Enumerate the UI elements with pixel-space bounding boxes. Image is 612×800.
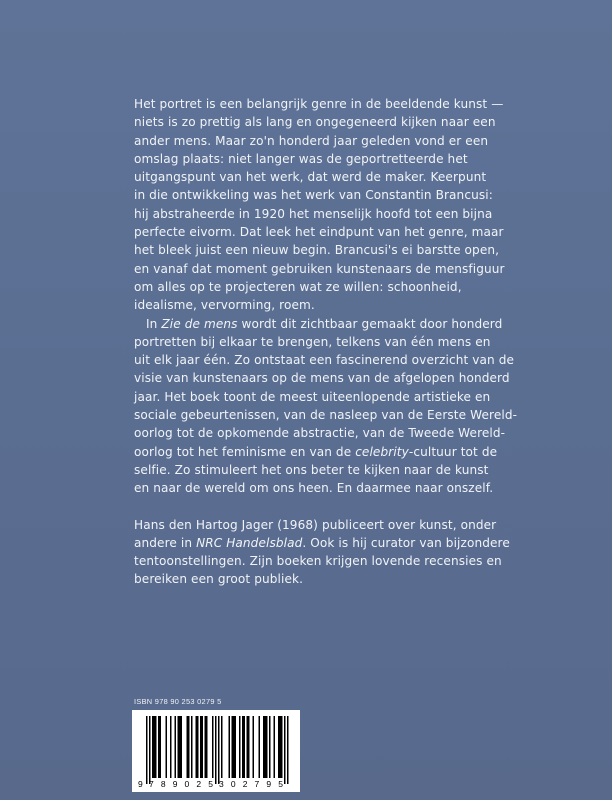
barcode [132,710,300,792]
blurb-paragraph-2 [134,315,534,498]
barcode-first-digit: 9 [138,779,143,789]
barcode-bar [269,716,271,778]
barcode-bar [215,716,217,784]
barcode-bar [232,716,234,778]
book-title: Zie de mens [161,316,238,331]
text-line: bereiken een groot publiek. [134,572,304,587]
barcode-bar [280,716,282,778]
barcode-bar [221,716,223,778]
text-line: oorlog tot de opkomende abstractie, van de Tweede Wereld- [134,426,506,441]
text-line: hij abstraheerde in 1920 het menselijk hoofd tot een bijna [134,206,493,221]
barcode-bars [146,716,289,784]
text-line: omslag plaats: niet langer was de geportretteerde het [134,151,468,166]
barcode-bar [263,716,265,778]
barcode-bar [284,716,286,784]
text-line: tentoonstellingen. Zijn boeken krijgen lovende recensies en [134,554,502,569]
barcode-bar [181,716,183,778]
text-line: en naar de wereld om ons heen. En daarmee naar onszelf. [134,481,494,496]
text-line: portretten bij elkaar te brengen, telkens van één mens en [134,334,491,349]
barcode-bar [235,716,237,778]
text-line: in die ontwikkeling was het werk van Constantin Brancusi: [134,188,493,203]
barcode-bar [160,716,162,778]
emphasis-word: celebrity [355,444,409,459]
text-line: Het portret is een belangrijk genre in de beeldende kunst — [134,97,504,111]
barcode-bar [149,716,151,784]
blurb-text [134,95,534,589]
barcode-bar [247,716,249,778]
barcode-bar [281,716,283,778]
text-run: -cultuur tot de [408,444,498,459]
text-line: en vanaf dat moment gebruiken kunstenaars de mensfiguur [134,261,505,276]
barcode-graphic [132,710,300,792]
barcode-bar [205,716,207,778]
barcode-bar [239,716,241,778]
text-run: In [146,316,162,331]
barcode-bar [278,716,280,778]
barcode-bar [188,716,190,778]
barcode-bar [274,716,276,778]
barcode-bar [202,716,204,778]
text-line: uitgangspunt van het werk, dat werd de maker. Keerpunt [134,170,487,185]
barcode-bar [178,716,180,778]
barcode-bar [166,716,168,778]
barcode-bar [200,716,202,778]
barcode-bar [196,716,198,778]
text-line [134,534,534,552]
barcode-bar [170,716,172,778]
barcode-bar [146,716,148,784]
barcode-bar [218,716,220,784]
text-line: perfecte eivorm. Dat leek het eindpunt van het genre, maar [134,225,504,240]
text-line [134,315,534,333]
barcode-bar [158,716,160,778]
barcode-bar [175,716,177,778]
text-line: jaar. Het boek toont de meest uiteenlopende artistieke en [134,389,491,404]
barcode-bar [248,716,250,778]
barcode-bar [187,716,189,778]
newspaper-name: NRC Handelsblad [196,535,303,550]
barcode-bar [206,716,208,778]
barcode-bar [212,716,214,778]
barcode-bar [266,716,268,778]
barcode-bar [265,716,267,778]
text-line [134,443,534,461]
barcode-bar [154,716,156,778]
barcode-bar [244,716,246,778]
barcode-bar [253,716,255,778]
text-line: niets is zo prettig als lang en ongegeneerd kijken naar een [134,115,496,130]
blurb-paragraph-1 [134,95,534,315]
barcode-bar [179,716,181,778]
text-line: visie van kunstenaars op de mens van de afgelopen honderd [134,371,510,386]
barcode-bar [197,716,199,778]
text-line: Hans den Hartog Jager (1968) publiceert over kunst, onder [134,517,497,532]
barcode-right-digits: 302795 [219,779,283,789]
text-line: om alles op te projecteren wat ze willen: schoonheid, [134,279,462,294]
text-line: ander mens. Maar zo'n honderd jaar geleden vond er een [134,133,489,148]
text-line: sociale gebeurtenissen, van de nasleep van de Eerste Wereld- [134,408,518,423]
barcode-bar [259,716,261,778]
isbn-label: ISBN 978 90 253 0279 5 [134,697,222,706]
text-run: oorlog tot het feminisme en van de [134,444,356,459]
barcode-bar [242,716,244,778]
text-line: het bleek juist een nieuw begin. Brancusi's ei barstte open, [134,243,500,258]
author-bio [134,516,534,589]
text-run: andere in [134,535,197,550]
barcode-bar [287,716,289,784]
text-run: wordt dit zichtbaar gemaakt door honderd [237,316,503,331]
text-line: selfie. Zo stimuleert het ons beter te kijken naar de kunst [134,462,489,477]
text-run: . Ook is hij curator van bijzondere [302,535,510,550]
text-line: uit elk jaar één. Zo ontstaat een fascinerend overzicht van de [134,353,515,368]
barcode-bar [229,716,231,778]
barcode-bar [155,716,157,778]
barcode-bar [152,716,154,778]
text-line: idealisme, vervorming, roem. [134,298,315,313]
barcode-left-digits: 789025 [149,779,213,789]
barcode-bar [191,716,193,778]
barcode-bar [233,716,235,778]
